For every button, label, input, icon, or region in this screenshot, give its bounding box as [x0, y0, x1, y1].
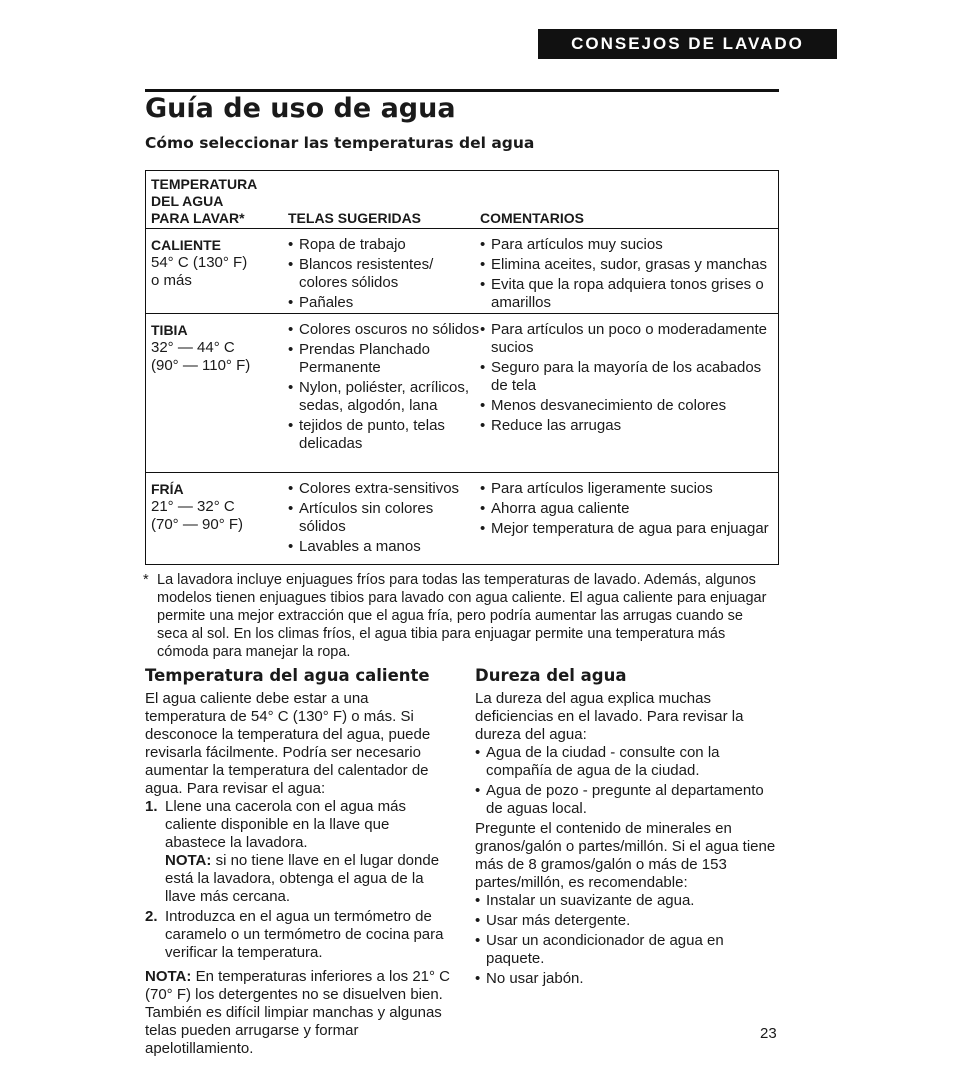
list-item: • Ahorra agua caliente [480, 500, 778, 518]
list-item: • Colores oscuros no sólidos [288, 321, 480, 339]
temperature-name: TIBIA [151, 322, 188, 338]
title-rule [145, 89, 779, 92]
hot-water-steps [145, 798, 451, 962]
temperature-cell [151, 236, 281, 290]
table-row-cold [146, 473, 778, 563]
step-number: 1. [145, 798, 158, 815]
list-item: • Evita que la ropa adquiera tonos grises o amarillos [480, 276, 778, 312]
list-item: • Usar más detergente. [475, 912, 780, 930]
note-text: si no tiene llave en el lugar donde está la lavadora, obtenga el agua de la llave más cercana. [165, 852, 440, 905]
header-comments: COMENTARIOS [480, 210, 584, 226]
list-item: • Para artículos muy sucios [480, 236, 778, 254]
hot-water-heading: Temperatura del agua caliente [145, 666, 430, 685]
water-temperature-table [145, 170, 779, 565]
temperature-range: (70° — 90° F) [151, 516, 244, 533]
water-hardness-middle: Pregunte el contenido de minerales en granos/galón o partes/millón. Si el agua tiene más de 8 gramos/galón o más de 153 partes/millón, es recomendable: [475, 820, 776, 891]
temperature-range: 32° — 44° C [151, 339, 235, 356]
list-item: • Para artículos ligeramente sucios [480, 480, 778, 498]
step-item [145, 908, 451, 962]
step-item [145, 798, 451, 906]
list-item: • Mejor temperatura de agua para enjuagar [480, 520, 778, 538]
temperature-name: CALIENTE [151, 237, 221, 253]
header-fabrics: TELAS SUGERIDAS [288, 210, 422, 226]
water-hardness-heading: Dureza del agua [475, 666, 627, 685]
header-temperature-line: DEL AGUA [151, 193, 224, 209]
temperature-cell [151, 321, 281, 375]
list-item: • Usar un acondicionador de agua en paquete. [475, 932, 780, 968]
hot-water-intro: El agua caliente debe estar a una temperatura de 54° C (130° F) o más. Si desconoce la temperatura del agua, puede revisarla fácilmente. Podría ser necesario aumentar la temperatura del calentador de agua. Para revisar el agua: [145, 690, 431, 797]
table-row-hot [146, 229, 778, 314]
water-hardness-intro: La dureza del agua explica muchas deficiencias en el lavado. Para revisar la dureza del agua: [475, 690, 744, 743]
temperature-range: 54° C (130° F) [151, 254, 248, 271]
comments-list [480, 480, 778, 540]
table-row-warm [146, 314, 778, 473]
list-item: • Instalar un suavizante de agua. [475, 892, 780, 910]
list-item: • No usar jabón. [475, 970, 780, 988]
list-item: • Menos desvanecimiento de colores [480, 397, 778, 415]
list-item: • Prendas Planchado Permanente [288, 341, 480, 377]
step-text: Introduzca en el agua un termómetro de caramelo o un termómetro de cocina para verificar la temperatura. [165, 908, 444, 961]
temperature-cell [151, 480, 281, 534]
list-item: • Nylon, poliéster, acrílicos, sedas, algodón, lana [288, 379, 480, 415]
temperature-name: FRÍA [151, 481, 184, 497]
fabrics-list [288, 236, 480, 314]
page-title: Guía de uso de agua [145, 93, 456, 124]
list-item: • Reduce las arrugas [480, 417, 778, 435]
comments-list [480, 236, 778, 314]
header-temperature [151, 176, 257, 227]
footnote-marker: * [143, 572, 149, 588]
list-item: • Agua de pozo - pregunte al departamento de aguas local. [475, 782, 780, 818]
comments-list [480, 321, 778, 437]
hot-water-note [145, 968, 451, 1058]
step-text: Llene una cacerola con el agua más caliente disponible en la llave que abastece la lavadora. [165, 798, 406, 851]
fabrics-list [288, 321, 480, 455]
temperature-range: o más [151, 272, 192, 289]
section-subtitle: Cómo seleccionar las temperaturas del agua [145, 134, 535, 152]
section-banner: CONSEJOS DE LAVADO [538, 29, 837, 59]
recommendation-list [475, 892, 780, 988]
temperature-range: (90° — 110° F) [151, 357, 251, 374]
temperature-range: 21° — 32° C [151, 498, 235, 515]
note-label: NOTA: [145, 968, 192, 985]
water-hardness-section [475, 666, 780, 990]
list-item: • Ropa de trabajo [288, 236, 480, 254]
water-source-list [475, 744, 780, 818]
list-item: • Seguro para la mayoría de los acabados de tela [480, 359, 778, 395]
header-temperature-line: TEMPERATURA [151, 176, 258, 192]
table-header-row [146, 171, 778, 229]
list-item: • Para artículos un poco o moderadamente sucios [480, 321, 778, 357]
note-label: NOTA: [165, 852, 212, 869]
list-item: • Artículos sin colores sólidos [288, 500, 480, 536]
list-item: • Colores extra-sensitivos [288, 480, 480, 498]
fabrics-list [288, 480, 480, 558]
page-number: 23 [760, 1025, 777, 1042]
step-number: 2. [145, 908, 158, 925]
list-item: • Elimina aceites, sudor, grasas y manchas [480, 256, 778, 274]
header-temperature-line: PARA LAVAR* [151, 210, 245, 226]
list-item: • Blancos resistentes/ colores sólidos [288, 256, 480, 292]
note-text: En temperaturas inferiores a los 21° C (70° F) los detergentes no se disuelven bien. También es difícil limpiar manchas y algunas telas pueden arrugarse y formar apelotillamiento. [145, 968, 451, 1057]
list-item: • Pañales [288, 294, 480, 312]
list-item: • Lavables a manos [288, 538, 480, 556]
list-item: • Agua de la ciudad - consulte con la compañía de agua de la ciudad. [475, 744, 780, 780]
footnote [145, 571, 775, 661]
hot-water-section [145, 666, 451, 1058]
list-item: • tejidos de punto, telas delicadas [288, 417, 480, 453]
footnote-text: La lavadora incluye enjuagues fríos para todas las temperaturas de lavado. Además, algunos modelos tienen enjuagues tibios para lavado con agua caliente. El agua caliente para enjuagar permite una mejor extracción que el agua fría, pero podría aumentar las arrugas cuando se seca al sol. En los climas fríos, el agua tibia para enjuagar permite una temperatura más cómoda para manejar la ropa. [157, 572, 767, 660]
